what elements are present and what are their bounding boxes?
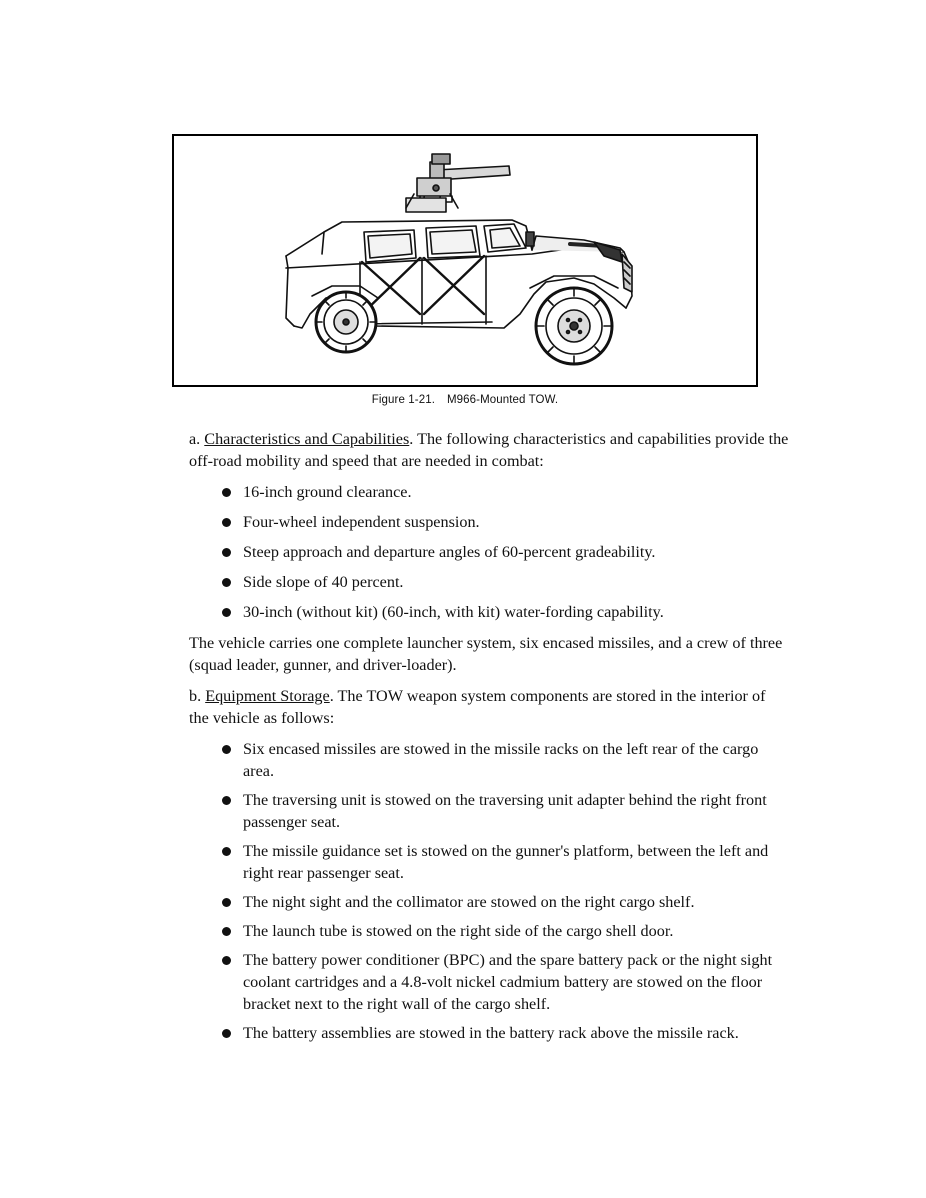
bullet-icon (222, 548, 231, 557)
bullet-icon (222, 1029, 231, 1038)
list-item (189, 601, 789, 623)
bullet-icon (222, 898, 231, 907)
figure-frame (172, 134, 758, 387)
list-item-text: Six encased missiles are stowed in the missile racks on the left rear of the cargo area. (243, 740, 759, 780)
list-item-text: Four-wheel independent suspension. (243, 513, 480, 531)
section-a-intro (189, 428, 789, 472)
section-a-prefix: a. (189, 430, 205, 448)
bullet-icon (222, 518, 231, 527)
list-item-text: The battery power conditioner (BPC) and the spare battery pack or the night sight coolant cartridges and a 4.8-volt nickel cadmium battery are stowed on the floor bracket next to the right wall of the cargo shelf. (243, 951, 773, 1013)
list-item-text: Side slope of 40 percent. (243, 573, 404, 591)
document-body (189, 428, 789, 1053)
bullet-icon (222, 578, 231, 587)
section-a-bullet-list (189, 481, 789, 623)
list-item (189, 920, 789, 942)
list-item-text: The battery assemblies are stowed in the battery rack above the missile rack. (243, 1024, 739, 1042)
list-item (189, 949, 789, 1015)
section-a-text: . The following characteristics and capabilities provide the off-road mobility and speed that are needed in combat: (189, 430, 789, 470)
list-item (189, 789, 789, 833)
figure-caption (172, 394, 758, 406)
figure-number: Figure 1-21. (371, 394, 435, 406)
vehicle-illustration (174, 136, 756, 385)
rear-wheel-drawing (316, 292, 376, 352)
section-b-heading: Equipment Storage (205, 687, 330, 705)
section-b-intro (189, 685, 789, 729)
list-item-text: The launch tube is stowed on the right side of the cargo shell door. (243, 922, 674, 940)
section-b-text: . The TOW weapon system components are stored in the interior of the vehicle as follows: (189, 687, 766, 727)
section-a-closing: The vehicle carries one complete launcher system, six encased missiles, and a crew of three (squad leader, gunner, and driver-loader). (189, 634, 783, 674)
list-item-text: The missile guidance set is stowed on the gunner's platform, between the left and right rear passenger seat. (243, 842, 769, 882)
front-wheel-drawing (536, 288, 612, 364)
list-item-text: 16-inch ground clearance. (243, 483, 412, 501)
list-item (189, 541, 789, 563)
list-item-text: The traversing unit is stowed on the traversing unit adapter behind the right front passenger seat. (243, 791, 767, 831)
list-item-text: Steep approach and departure angles of 60-percent gradeability. (243, 543, 656, 561)
section-b-bullet-list (189, 738, 789, 1044)
section-b-prefix: b. (189, 687, 206, 705)
list-item (189, 840, 789, 884)
list-item-text: The night sight and the collimator are stowed on the right cargo shelf. (243, 893, 695, 911)
figure-title: M966-Mounted TOW. (447, 394, 559, 406)
list-item (189, 571, 789, 593)
list-item (189, 891, 789, 913)
list-item (189, 481, 789, 503)
list-item-text: 30-inch (without kit) (60-inch, with kit) water-fording capability. (243, 603, 664, 621)
bullet-icon (222, 927, 231, 936)
list-item (189, 1022, 789, 1044)
list-item (189, 738, 789, 782)
section-a-heading: Characteristics and Capabilities (204, 430, 410, 448)
bullet-icon (222, 608, 231, 617)
bullet-icon (222, 956, 231, 965)
bullet-icon (222, 488, 231, 497)
bullet-icon (222, 847, 231, 856)
list-item (189, 511, 789, 533)
tow-launcher-drawing (406, 154, 510, 212)
bullet-icon (222, 796, 231, 805)
bullet-icon (222, 745, 231, 754)
